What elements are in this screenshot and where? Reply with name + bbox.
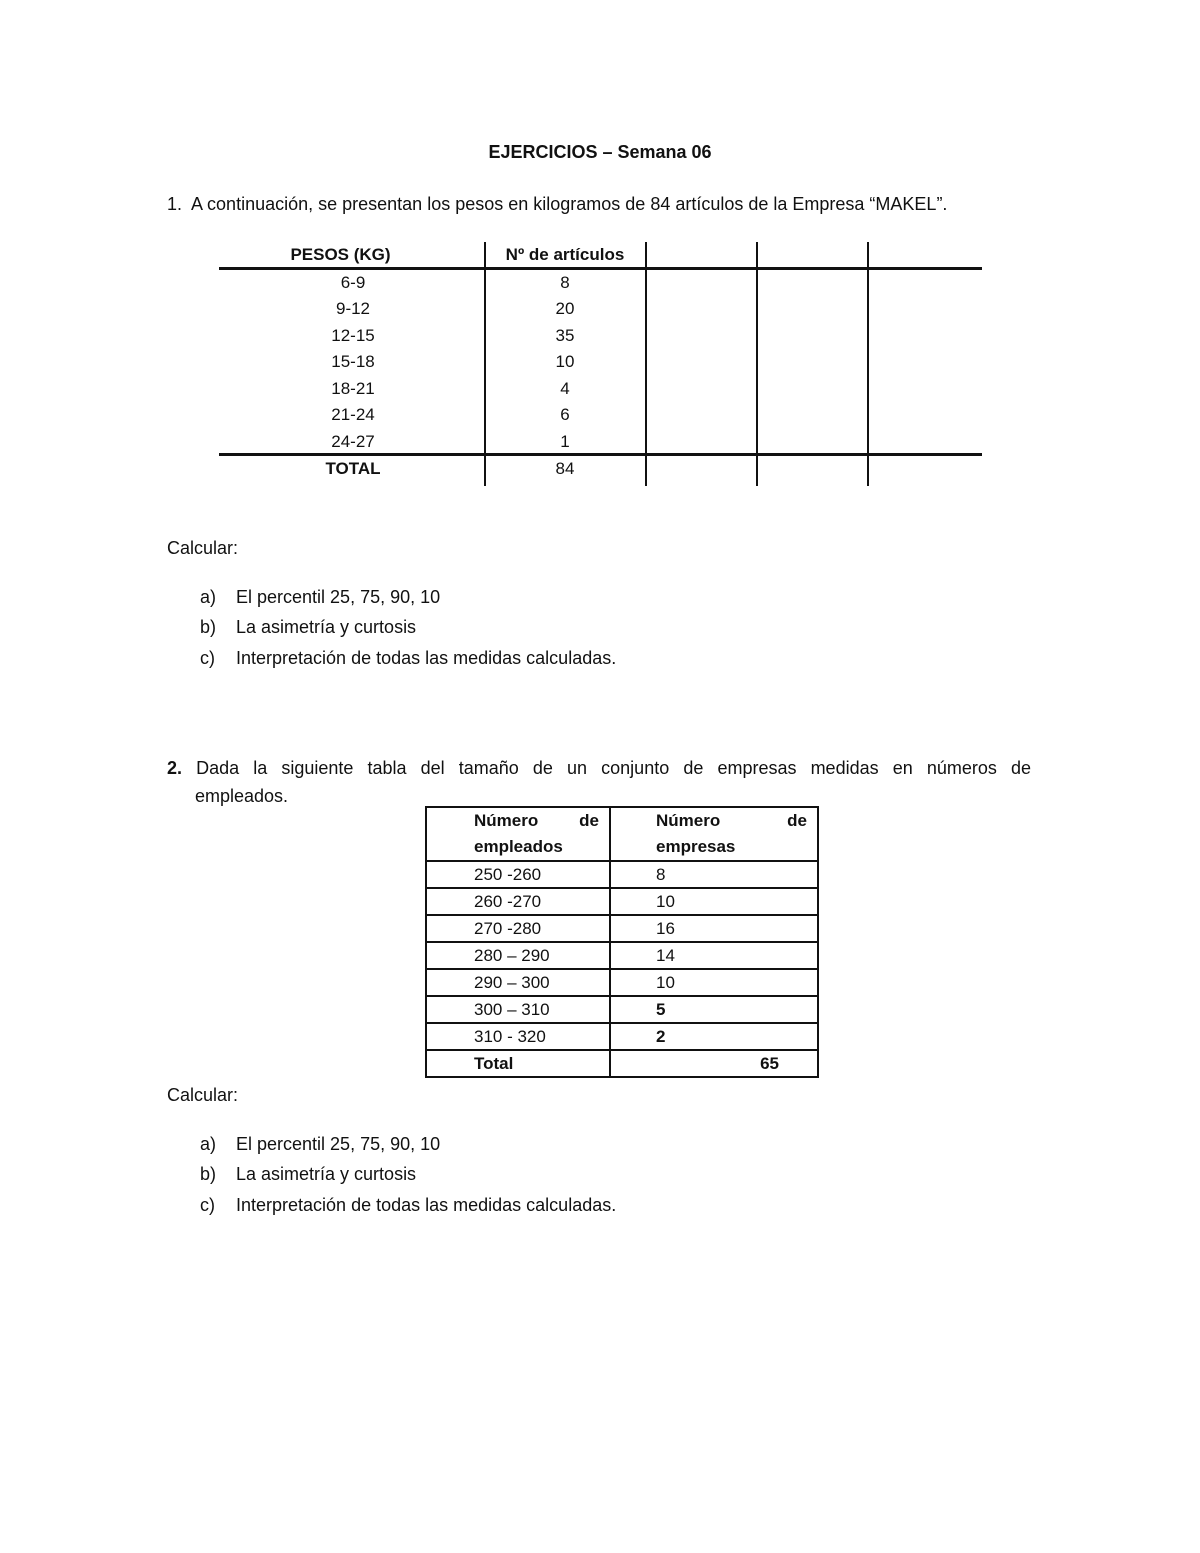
statement-word: del: [420, 758, 445, 778]
table-cell-range: 12-15: [331, 326, 375, 345]
table-row: [426, 942, 818, 969]
exercise-1-text: A continuación, se presentan los pesos en kilogramos de 84 artículos de la Empresa “MAKEL”.: [191, 194, 948, 214]
statement-word: medidas: [810, 758, 879, 778]
task-text: Interpretación de todas las medidas calculadas.: [236, 648, 617, 668]
table-cell-count: 10: [610, 969, 818, 996]
table-row: [426, 996, 818, 1023]
header-word: empresas: [656, 837, 736, 856]
exercise-1-statement: [167, 194, 947, 215]
total-value: 84: [555, 459, 575, 478]
calc-label: Calcular:: [167, 538, 239, 558]
employees-table: [425, 806, 819, 1078]
table-cell-range: 270 -280: [426, 915, 610, 942]
table-cell-range: 18-21: [331, 379, 375, 398]
exercise-2-statement-line2: empleados.: [195, 786, 289, 806]
header-word: de: [787, 811, 807, 830]
table-cell-count: 16: [610, 915, 818, 942]
statement-word: números: [926, 758, 997, 778]
task-label: c): [200, 648, 215, 668]
table-cell-range: 6-9: [340, 273, 366, 292]
table-row: [426, 888, 818, 915]
exercise-2-statement: [167, 758, 1031, 779]
header-word: Número: [474, 811, 539, 830]
task-label: a): [200, 587, 217, 607]
table-cell-range: 260 -270: [426, 888, 610, 915]
statement-word: tabla: [367, 758, 407, 778]
task-label: a): [200, 1134, 217, 1154]
header-pesos: PESOS (KG): [290, 245, 391, 264]
table-column-divider: [867, 242, 869, 486]
weights-table: [219, 242, 982, 486]
table-cell-count: 10: [610, 888, 818, 915]
task-item: [200, 587, 440, 608]
table-cell-count: 1: [560, 432, 570, 451]
statement-word: conjunto: [601, 758, 670, 778]
table-cell-count: 6: [560, 405, 570, 424]
task-text: La asimetría y curtosis: [236, 1164, 417, 1184]
task-label: b): [200, 1164, 217, 1184]
table-row: [426, 861, 818, 888]
header-empleados: [426, 807, 610, 861]
statement-word: de: [1010, 758, 1031, 778]
table-row: [426, 1023, 818, 1050]
exercise-1-number: 1.: [167, 194, 183, 214]
table-cell-range: 250 -260: [426, 861, 610, 888]
table-cell-range: 24-27: [331, 432, 375, 451]
statement-word: de: [532, 758, 553, 778]
total-value: 65: [610, 1050, 818, 1077]
task-item: [200, 1134, 440, 1155]
task-text: El percentil 25, 75, 90, 10: [236, 587, 441, 607]
task-item: [200, 1195, 616, 1216]
table-cell-range: 9-12: [335, 299, 371, 318]
table-cell-count: 14: [610, 942, 818, 969]
task-label: b): [200, 617, 217, 637]
table-cell-count: 8: [560, 273, 570, 292]
page-title: EJERCICIOS – Semana 06: [488, 142, 712, 162]
table-cell-count: 8: [610, 861, 818, 888]
table-cell-count: 2: [610, 1023, 818, 1050]
statement-word: empresas: [717, 758, 797, 778]
task-text: El percentil 25, 75, 90, 10: [236, 1134, 441, 1154]
table-total-row: [426, 1050, 818, 1077]
table-header-row: [426, 807, 818, 861]
calc-label: Calcular:: [167, 1085, 239, 1105]
header-word: empleados: [474, 837, 563, 856]
table-cell-count: 4: [560, 379, 570, 398]
task-item: [200, 1164, 416, 1185]
header-word: Número: [656, 811, 721, 830]
table-cell-range: 280 – 290: [426, 942, 610, 969]
table-cell-count: 5: [610, 996, 818, 1023]
task-text: Interpretación de todas las medidas calculadas.: [236, 1195, 617, 1215]
statement-word: en: [892, 758, 913, 778]
task-text: La asimetría y curtosis: [236, 617, 417, 637]
header-empresas: [610, 807, 818, 861]
table-cell-range: 310 - 320: [426, 1023, 610, 1050]
statement-word: Dada: [196, 758, 240, 778]
statement-word: la: [253, 758, 268, 778]
table-column-divider: [756, 242, 758, 486]
table-cell-range: 15-18: [331, 352, 375, 371]
statement-word: un: [567, 758, 588, 778]
exercise-2-number: 2.: [167, 758, 183, 778]
table-cell-count: 35: [555, 326, 575, 345]
total-label: Total: [426, 1050, 610, 1077]
statement-word: de: [683, 758, 704, 778]
task-item: [200, 617, 416, 638]
statement-word: siguiente: [281, 758, 354, 778]
statement-word: tamaño: [458, 758, 519, 778]
total-label: TOTAL: [325, 459, 381, 478]
header-articulos: Nº de artículos: [505, 245, 625, 264]
table-cell-range: 21-24: [331, 405, 375, 424]
table-column-divider: [645, 242, 647, 486]
header-word: de: [579, 811, 599, 830]
task-item: [200, 648, 616, 669]
task-label: c): [200, 1195, 215, 1215]
table-row: [426, 915, 818, 942]
table-cell-range: 290 – 300: [426, 969, 610, 996]
table-cell-range: 300 – 310: [426, 996, 610, 1023]
table-cell-count: 20: [555, 299, 575, 318]
table-row: [426, 969, 818, 996]
table-cell-count: 10: [555, 352, 575, 371]
